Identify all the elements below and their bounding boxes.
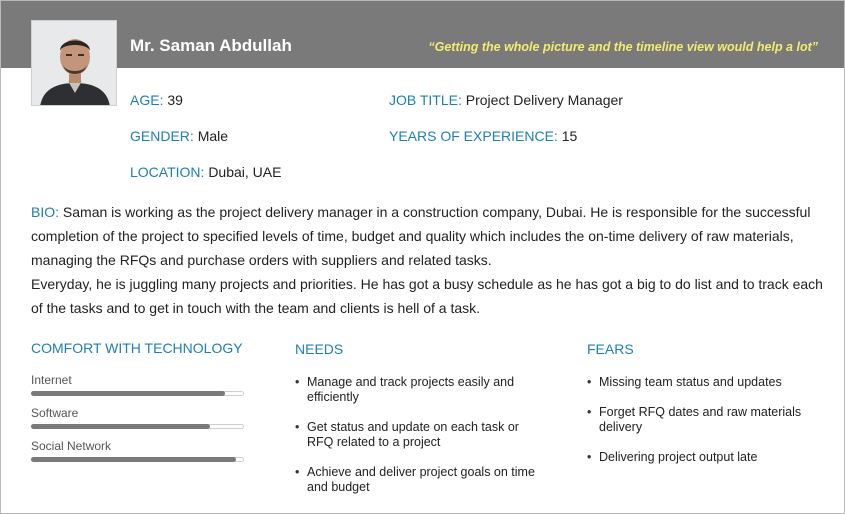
tech-item-software xyxy=(31,406,244,429)
fears-list xyxy=(587,375,822,480)
needs-list xyxy=(295,375,535,510)
needs-item: • Achieve and deliver project goals on time and budget xyxy=(295,465,535,495)
tech-bar-fill xyxy=(31,424,210,429)
fears-item: • Forget RFQ dates and raw materials delivery xyxy=(587,405,822,435)
tech-bar-track xyxy=(31,457,244,462)
fears-item: • Delivering project output late xyxy=(587,450,822,465)
tech-label: Software xyxy=(31,406,79,420)
location-value: Dubai, UAE xyxy=(208,164,282,180)
person-photo-icon xyxy=(32,21,117,106)
bio-text-2: Everyday, he is juggling many projects and priorities. He has got a busy schedule as he has got a big to do list and to track each of the tasks and to get in touch with the team and clients is hell of a task. xyxy=(31,276,823,316)
bio-label: BIO: xyxy=(31,204,60,220)
tech-title: COMFORT WITH TECHNOLOGY xyxy=(31,340,243,356)
tech-label: Internet xyxy=(31,373,72,387)
experience-label: YEARS OF EXPERIENCE: xyxy=(389,128,558,144)
persona-name: Mr. Saman Abdullah xyxy=(130,36,292,55)
bio-text-1: Saman is working as the project delivery manager in a construction company, Dubai. He is responsible for the successful completion of the project to specified levels of time, budget and quality which includes the on-time delivery of raw materials, managing the RFQs and purchase orders with suppliers and related tasks. xyxy=(31,204,811,268)
needs-item: • Manage and track projects easily and efficiently xyxy=(295,375,535,405)
tech-item-internet xyxy=(31,373,244,396)
age-label: AGE: xyxy=(130,92,164,108)
location-label: LOCATION: xyxy=(130,164,205,180)
job-title-label: JOB TITLE: xyxy=(389,92,462,108)
tech-bar-track xyxy=(31,391,244,396)
tech-bar-fill xyxy=(31,457,236,462)
gender-value: Male xyxy=(197,128,229,144)
fears-item: • Missing team status and updates xyxy=(587,375,822,390)
experience-field xyxy=(389,128,577,144)
fears-title: FEARS xyxy=(587,341,634,357)
tech-label: Social Network xyxy=(31,439,112,453)
age-field xyxy=(130,92,183,108)
age-value: 39 xyxy=(167,92,183,108)
job-title-field xyxy=(389,92,623,108)
avatar xyxy=(31,20,117,106)
gender-label: GENDER: xyxy=(130,128,194,144)
experience-value: 15 xyxy=(561,128,578,144)
tech-item-social-network xyxy=(31,439,244,462)
tech-bar-track xyxy=(31,424,244,429)
gender-field xyxy=(130,128,228,144)
tech-bar-fill xyxy=(31,391,225,396)
location-field xyxy=(130,164,281,180)
persona-header xyxy=(1,1,845,68)
persona-quote: “Getting the whole picture and the timeline view would help a lot” xyxy=(428,40,818,54)
needs-item: • Get status and update on each task or RFQ related to a project xyxy=(295,420,535,450)
bio-section xyxy=(31,200,831,320)
needs-title: NEEDS xyxy=(295,341,344,357)
job-title-value: Project Delivery Manager xyxy=(465,92,623,108)
